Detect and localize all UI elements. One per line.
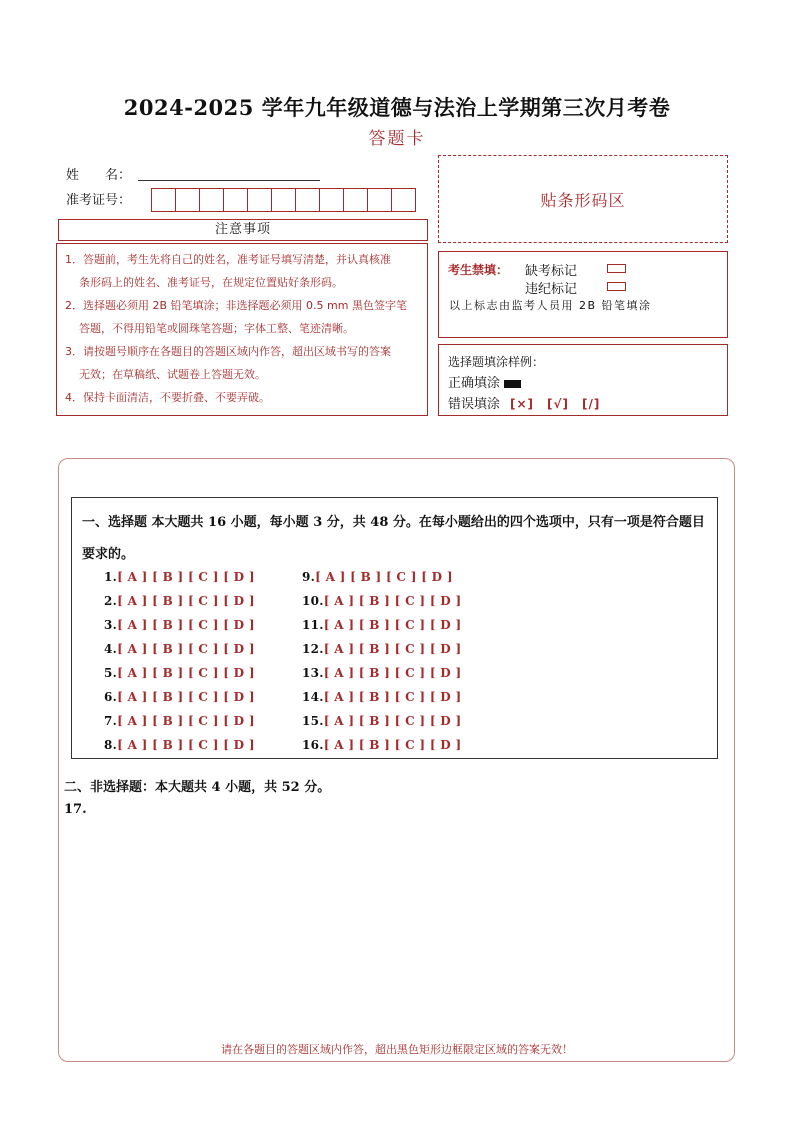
question-row: 4.[ A ] [ B ] [ C ] [ D ] bbox=[104, 642, 255, 656]
question-row: 10.[ A ] [ B ] [ C ] [ D ] bbox=[302, 594, 462, 608]
question-row: 11.[ A ] [ B ] [ C ] [ D ] bbox=[302, 618, 462, 632]
id-boxes bbox=[151, 188, 416, 212]
question-row: 9.[ A ] [ B ] [ C ] [ D ] bbox=[302, 570, 453, 584]
notice-item-2: 2．选择题必须用 2B 铅笔填涂；非选择题必须用 0.5 mm 黑色签字笔 bbox=[65, 299, 407, 312]
notice-item-4: 4．保持卡面清洁，不要折叠、不要弄破。 bbox=[65, 391, 270, 404]
prohibition-box bbox=[438, 251, 728, 338]
question-row: 2.[ A ] [ B ] [ C ] [ D ] bbox=[104, 594, 255, 608]
id-box[interactable] bbox=[295, 188, 320, 212]
id-box[interactable] bbox=[319, 188, 344, 212]
question-row: 3.[ A ] [ B ] [ C ] [ D ] bbox=[104, 618, 255, 632]
section1-instructions: 一、选择题 本大题共 16 小题，每小题 3 分，共 48 分。在每小题给出的四个选项中，只有一项是符合题目要求的。 bbox=[82, 515, 705, 562]
prohibition-title: 考生禁填： bbox=[448, 263, 509, 277]
id-box[interactable] bbox=[247, 188, 272, 212]
wrong-label: 错误填涂 bbox=[448, 397, 501, 412]
question-17-label: 17. bbox=[64, 802, 87, 817]
question-row: 13.[ A ] [ B ] [ C ] [ D ] bbox=[302, 666, 462, 680]
id-box[interactable] bbox=[343, 188, 368, 212]
question-row: 12.[ A ] [ B ] [ C ] [ D ] bbox=[302, 642, 462, 656]
filled-block-icon bbox=[504, 380, 521, 388]
violation-mark-box[interactable] bbox=[607, 282, 626, 291]
question-row: 5.[ A ] [ B ] [ C ] [ D ] bbox=[104, 666, 255, 680]
id-box[interactable] bbox=[223, 188, 248, 212]
absent-label: 缺考标记 bbox=[525, 264, 578, 279]
id-box[interactable] bbox=[199, 188, 224, 212]
prohibition-note: 以上标志由监考人员用 2B 铅笔填涂 bbox=[449, 299, 652, 312]
question-row: 14.[ A ] [ B ] [ C ] [ D ] bbox=[302, 690, 462, 704]
id-box[interactable] bbox=[151, 188, 176, 212]
page-subtitle: 答题卡 bbox=[368, 129, 426, 149]
notice-item-3-cont: 无效；在草稿纸、试题卷上答题无效。 bbox=[79, 368, 266, 381]
question-row: 16.[ A ] [ B ] [ C ] [ D ] bbox=[302, 738, 462, 752]
correct-label: 正确填涂 bbox=[448, 376, 501, 391]
notice-item-3: 3．请按题号顺序在各题目的答题区域内作答，超出区域书写的答案 bbox=[65, 345, 391, 358]
id-box[interactable] bbox=[391, 188, 416, 212]
id-box[interactable] bbox=[175, 188, 200, 212]
notice-title: 注意事项 bbox=[58, 219, 428, 241]
question-row: 1.[ A ] [ B ] [ C ] [ D ] bbox=[104, 570, 255, 584]
id-box[interactable] bbox=[271, 188, 296, 212]
id-label: 准考证号： bbox=[66, 193, 132, 208]
notice-item-1-cont: 条形码上的姓名、准考证号，在规定位置贴好条形码。 bbox=[79, 276, 343, 289]
question-row: 6.[ A ] [ B ] [ C ] [ D ] bbox=[104, 690, 255, 704]
absent-mark-box[interactable] bbox=[607, 264, 626, 273]
question-row: 7.[ A ] [ B ] [ C ] [ D ] bbox=[104, 714, 255, 728]
wrong-marks: [×] [√] [/] bbox=[510, 397, 601, 411]
sample-title: 选择题填涂样例： bbox=[448, 355, 545, 369]
footer-warning: 请在各题目的答题区域内作答，超出黑色矩形边框限定区域的答案无效！ bbox=[221, 1043, 573, 1056]
barcode-label: 贴条形码区 bbox=[540, 190, 626, 210]
question-row: 15.[ A ] [ B ] [ C ] [ D ] bbox=[302, 714, 462, 728]
violation-label: 违纪标记 bbox=[525, 282, 578, 297]
question-row: 8.[ A ] [ B ] [ C ] [ D ] bbox=[104, 738, 255, 752]
name-label: 姓 名： bbox=[66, 168, 132, 183]
fill-sample-box bbox=[438, 344, 728, 416]
id-box[interactable] bbox=[367, 188, 392, 212]
notice-item-2-cont: 答题，不得用铅笔或圆珠笔答题；字体工整、笔迹清晰。 bbox=[79, 322, 354, 335]
name-input-line[interactable] bbox=[138, 180, 320, 181]
section2-heading: 二、非选择题：本大题共 4 小题，共 52 分。 bbox=[64, 780, 331, 795]
multiple-choice-box bbox=[71, 497, 718, 759]
page-title: 2024-2025 学年九年级道德与法治上学期第三次月考卷 bbox=[123, 95, 671, 120]
notice-item-1: 1．答题前，考生先将自己的姓名，准考证号填写清楚，并认真核准 bbox=[65, 253, 391, 266]
notice-body bbox=[56, 243, 428, 416]
barcode-area bbox=[438, 155, 728, 243]
